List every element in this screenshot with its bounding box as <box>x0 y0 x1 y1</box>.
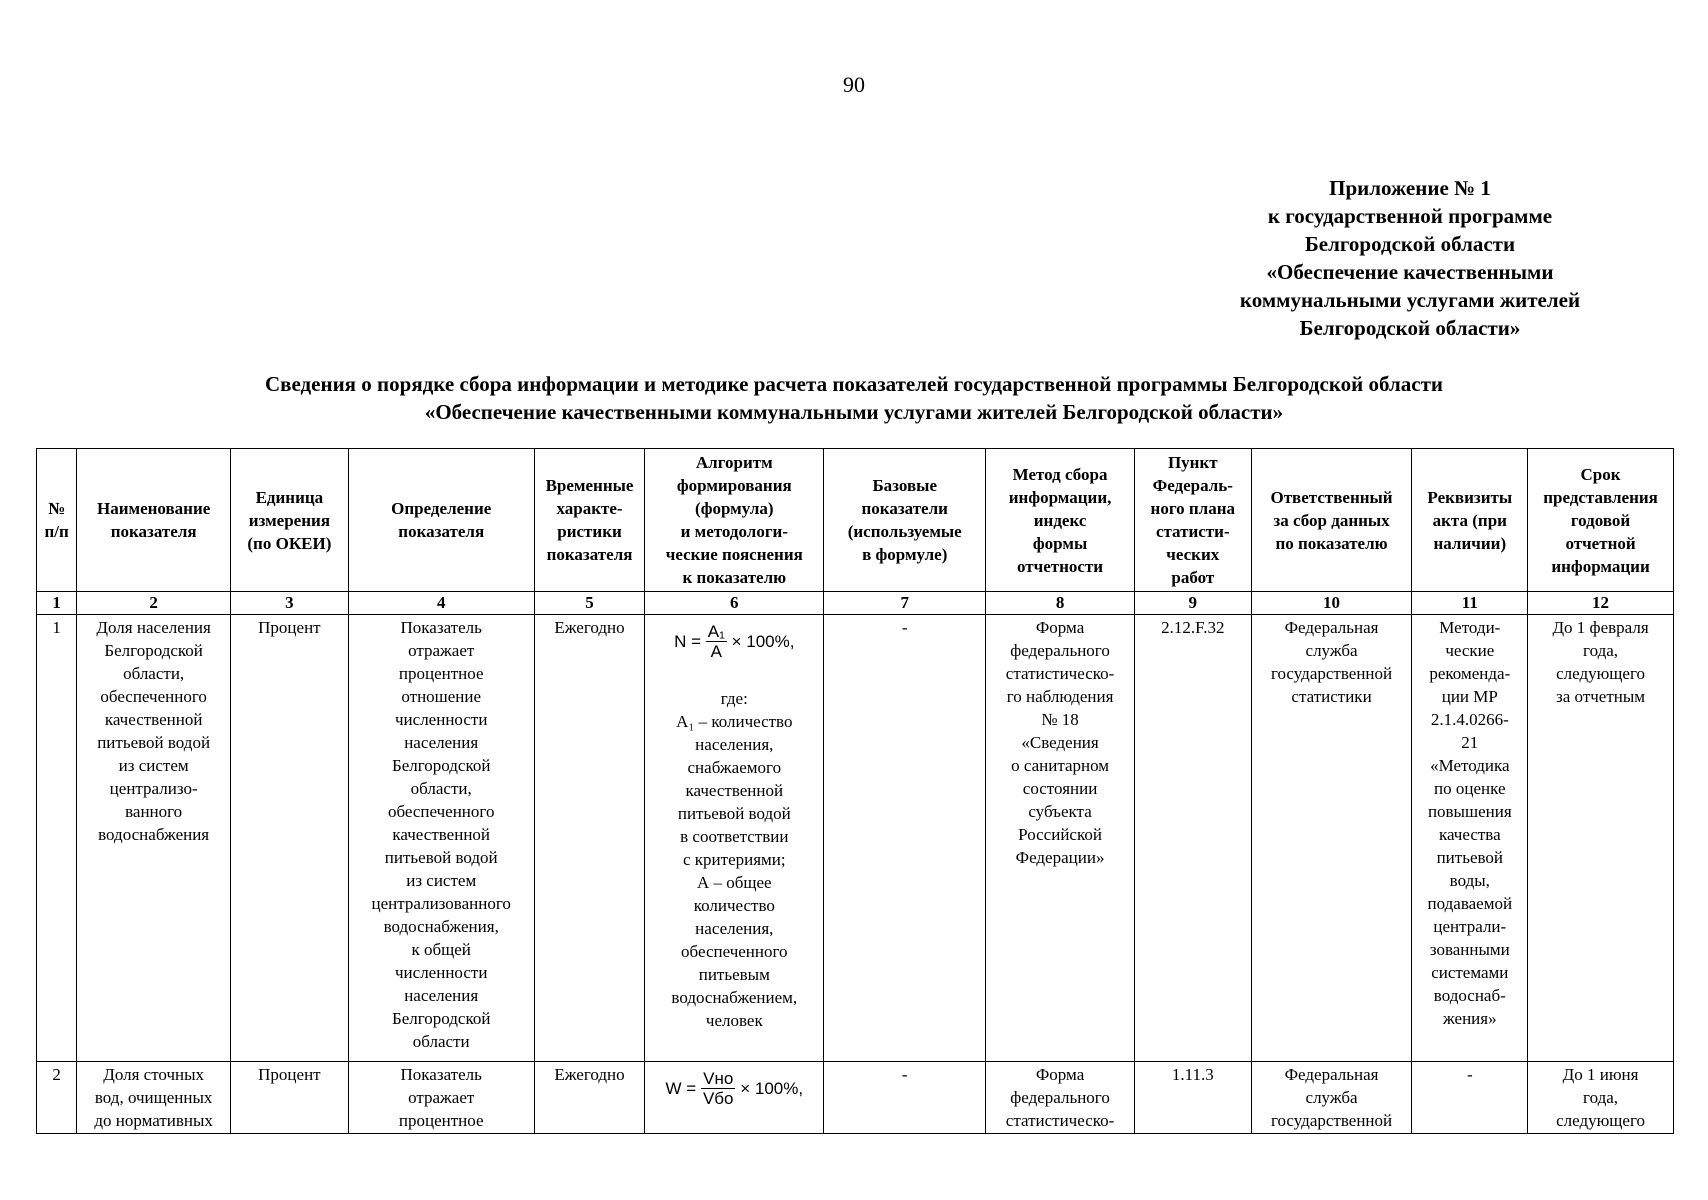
text-line: водоснабжения <box>98 825 210 844</box>
text-line: А – общее <box>696 873 772 892</box>
text-line: Срок <box>1580 464 1621 484</box>
text-line: процентное <box>398 1111 484 1130</box>
text-line: Показатель <box>400 1065 482 1084</box>
formula-fraction <box>706 622 727 661</box>
table-row <box>37 1062 1674 1134</box>
row-number: 2 <box>37 1062 77 1134</box>
text-line: численности <box>395 963 488 982</box>
indicator-definition <box>348 1062 534 1134</box>
column-number: 4 <box>348 592 534 615</box>
text-line: повышения <box>1427 802 1512 821</box>
text-line: информации <box>1551 556 1650 576</box>
text-line: питьевой водой <box>97 733 211 752</box>
text-line: Базовые <box>872 476 937 495</box>
text-line: и методологи- <box>680 522 788 541</box>
text-line: в формуле) <box>862 545 948 564</box>
text-line: процентное <box>398 664 484 683</box>
text-line: (по ОКЕИ) <box>247 533 332 553</box>
column-number: 3 <box>231 592 349 615</box>
text-line: области, <box>410 779 472 798</box>
text-line: Определение <box>391 499 492 518</box>
text-line: До 1 февраля <box>1552 618 1649 637</box>
deadline <box>1528 615 1674 1062</box>
unit: Процент <box>231 615 349 1062</box>
text-line: показателя <box>546 545 633 564</box>
text-line: Единица <box>255 487 324 507</box>
header-responsible <box>1251 449 1412 592</box>
text-line: федерального <box>1010 641 1110 660</box>
period: Ежегодно <box>534 615 645 1062</box>
text-line: работ <box>1171 568 1215 587</box>
text-line: ного плана <box>1150 499 1236 518</box>
text-line: «Сведения <box>1021 733 1099 752</box>
text-line: государственной <box>1270 1111 1393 1130</box>
text-line: по оценке <box>1434 779 1506 798</box>
column-number: 11 <box>1412 592 1528 615</box>
text-line: водоснабжения, <box>383 917 499 936</box>
header-federal-plan-item <box>1134 449 1251 592</box>
text-line: статистики <box>1291 687 1372 706</box>
text-line: служба <box>1305 1088 1358 1107</box>
formula-fraction <box>701 1069 736 1108</box>
text-line: по показателю <box>1275 533 1388 553</box>
text-line: к общей <box>411 940 471 959</box>
formula <box>647 622 821 661</box>
text-line: 2.1.4.0266- <box>1430 710 1509 729</box>
formula-lhs: W = <box>665 1079 697 1098</box>
text-line: состоянии <box>1022 779 1098 798</box>
text-line: следующего <box>1556 664 1645 683</box>
text-line: в соответствии <box>680 827 789 846</box>
text-line: Ответственный <box>1270 487 1393 507</box>
text-line: отчетности <box>1017 556 1104 576</box>
text-line: Наименование <box>96 499 211 518</box>
text-line: питьевой <box>1436 848 1504 867</box>
text-line: области, <box>123 664 185 683</box>
text-line: ванного <box>125 802 183 821</box>
text-line: федерального <box>1010 1088 1110 1107</box>
header-collection-method <box>986 449 1135 592</box>
text-line: зованными <box>1429 940 1510 959</box>
base-indicators: - <box>824 1062 986 1134</box>
period: Ежегодно <box>534 1062 645 1134</box>
text-line: до нормативных <box>94 1111 213 1130</box>
column-number: 5 <box>534 592 645 615</box>
text-line: государственной <box>1270 664 1393 683</box>
text-line: субъекта <box>1028 802 1092 821</box>
header-definition <box>348 449 534 592</box>
text-line: вод, очищенных <box>94 1088 213 1107</box>
text-line: показателя <box>110 522 197 541</box>
text-line: акта (при <box>1432 510 1507 530</box>
text-line: A₁ – количество <box>676 712 793 731</box>
text-line: за сбор данных <box>1273 510 1390 530</box>
text-line: годовой <box>1570 510 1631 530</box>
text-line: Белгородской области <box>1304 232 1516 256</box>
text-line: 21 <box>1461 733 1479 752</box>
text-line: качественной <box>104 710 203 729</box>
formula-numerator: Vнo <box>701 1069 736 1089</box>
header-act-details <box>1412 449 1528 592</box>
text-line: ристики <box>557 522 622 541</box>
text-line: из систем <box>406 871 477 890</box>
text-line: централизо- <box>109 779 198 798</box>
text-line: № <box>48 499 66 518</box>
column-number: 6 <box>645 592 824 615</box>
responsible <box>1251 1062 1412 1134</box>
text-line: снабжаемого <box>687 758 782 777</box>
text-line: показатели <box>861 499 948 518</box>
text-line: отчетной <box>1565 533 1636 553</box>
title-line-1: Сведения о порядке сбора информации и методике расчета показателей государственной программы Белгородской области <box>264 372 1444 396</box>
column-number: 8 <box>986 592 1135 615</box>
column-number: 7 <box>824 592 986 615</box>
responsible <box>1251 615 1412 1062</box>
formula-denominator: A <box>710 642 722 661</box>
text-line: рекоменда- <box>1429 664 1511 683</box>
text-line: Федеральная <box>1284 618 1379 637</box>
header-number <box>37 449 77 592</box>
text-line: отражает <box>408 641 475 660</box>
text-line: Федераль- <box>1152 476 1233 495</box>
indicator-definition <box>348 615 534 1062</box>
row-number: 1 <box>37 615 77 1062</box>
text-line: Метод сбора <box>1012 464 1108 484</box>
column-number: 2 <box>77 592 231 615</box>
formula-numerator: A₁ <box>707 622 725 641</box>
text-line: «Методика <box>1430 756 1510 775</box>
text-line: питьевым <box>698 965 770 984</box>
header-time-characteristics <box>534 449 645 592</box>
title-line-2: «Обеспечение качественными коммунальными услугами жителей Белгородской области» <box>424 400 1284 424</box>
text-line: из систем <box>118 756 189 775</box>
text-line: подаваемой <box>1427 894 1513 913</box>
indicators-table <box>36 448 1674 1134</box>
formula-rhs: × 100%, <box>731 632 795 651</box>
text-line: Российской <box>1018 825 1102 844</box>
text-line: жения» <box>1443 1009 1497 1028</box>
text-line: Федеральная <box>1284 1065 1379 1084</box>
text-line: численности <box>395 710 488 729</box>
text-line: измерения <box>248 510 331 530</box>
collection-method <box>986 615 1135 1062</box>
text-line: Белгородской области» <box>1299 316 1521 340</box>
text-line: Доля сточных <box>103 1065 205 1084</box>
text-line: населения <box>404 733 479 752</box>
collection-method <box>986 1062 1135 1134</box>
text-line: характе- <box>556 499 623 518</box>
text-line: отношение <box>401 687 482 706</box>
deadline <box>1528 1062 1674 1134</box>
formula-explanation <box>647 687 821 1032</box>
indicator-name <box>77 1062 231 1134</box>
page-number: 90 <box>843 72 865 97</box>
column-number: 10 <box>1251 592 1412 615</box>
column-number: 9 <box>1134 592 1251 615</box>
text-line: обеспеченного <box>387 802 495 821</box>
text-line: Форма <box>1035 618 1085 637</box>
text-line: ческие пояснения <box>665 545 803 564</box>
text-line: к показателю <box>682 568 787 587</box>
text-line: за отчетным <box>1556 687 1646 706</box>
text-line: централи- <box>1433 917 1507 936</box>
text-line: коммунальными услугами жителей <box>1239 288 1581 312</box>
column-number: 1 <box>37 592 77 615</box>
text-line: системами <box>1431 963 1509 982</box>
text-line: к государственной программе <box>1267 204 1553 228</box>
text-line: (формула) <box>695 499 774 518</box>
annex-block <box>1200 174 1620 342</box>
text-line: До 1 июня <box>1562 1065 1639 1084</box>
text-line: человек <box>705 1011 763 1030</box>
text-line: населения, <box>695 919 774 938</box>
text-line: статисти- <box>1155 522 1230 541</box>
text-line: количество <box>693 896 775 915</box>
text-line: года, <box>1583 1088 1619 1107</box>
text-line: обеспеченного <box>681 942 788 961</box>
text-line: «Обеспечение качественными <box>1266 260 1554 284</box>
text-line: информации, <box>1008 487 1112 507</box>
header-unit <box>231 449 349 592</box>
text-line: формирования <box>676 476 792 495</box>
algorithm-cell <box>645 1062 824 1134</box>
formula-denominator: Vбo <box>702 1089 734 1108</box>
federal-plan-item: 1.11.3 <box>1134 1062 1251 1134</box>
text-line: Показатель <box>400 618 482 637</box>
text-line: Алгоритм <box>695 453 773 472</box>
text-line: (используемые <box>847 522 962 541</box>
document-title <box>0 370 1708 426</box>
text-line: Форма <box>1035 1065 1085 1084</box>
column-number-row <box>37 592 1674 615</box>
text-line: обеспеченного <box>100 687 207 706</box>
text-line: представления <box>1543 487 1658 507</box>
text-line: населения <box>404 986 479 1005</box>
text-line: отражает <box>408 1088 475 1107</box>
text-line: статистическо- <box>1005 664 1115 683</box>
text-line: централизованного <box>371 894 511 913</box>
text-line: следующего <box>1556 1111 1645 1130</box>
text-line: о санитарном <box>1011 756 1110 775</box>
text-line: качественной <box>392 825 491 844</box>
text-line: Пункт <box>1167 453 1218 472</box>
text-line: питьевой водой <box>677 804 791 823</box>
column-number: 12 <box>1528 592 1674 615</box>
text-line: наличии) <box>1433 533 1507 553</box>
header-algorithm <box>645 449 824 592</box>
text-line: ции МР <box>1441 687 1498 706</box>
act-details <box>1412 615 1528 1062</box>
text-line: формы <box>1032 533 1088 553</box>
text-line: где: <box>720 689 748 708</box>
text-line: Приложение № 1 <box>1329 176 1491 200</box>
header-indicator-name <box>77 449 231 592</box>
text-line: Белгородской <box>391 756 491 775</box>
text-line: населения, <box>695 735 774 754</box>
text-line: п/п <box>44 522 69 541</box>
text-line: питьевой водой <box>384 848 498 867</box>
text-line: Доля населения <box>96 618 211 637</box>
text-line: № 18 <box>1041 710 1079 729</box>
text-line: индекс <box>1033 510 1087 530</box>
text-line: области <box>412 1032 470 1051</box>
formula <box>647 1069 821 1108</box>
act-details: - <box>1412 1062 1528 1134</box>
text-line: Реквизиты <box>1427 487 1513 507</box>
table-row <box>37 615 1674 1062</box>
text-line: Белгородской <box>104 641 203 660</box>
text-line: с критериями; <box>682 850 786 869</box>
text-line: года, <box>1583 641 1619 660</box>
algorithm-cell <box>645 615 824 1062</box>
text-line: водоснабжением, <box>671 988 798 1007</box>
base-indicators: - <box>824 615 986 1062</box>
header-deadline <box>1528 449 1674 592</box>
text-line: Федерации» <box>1015 848 1105 867</box>
text-line: показателя <box>398 522 485 541</box>
unit: Процент <box>231 1062 349 1134</box>
text-line: ческие <box>1445 641 1495 660</box>
federal-plan-item: 2.12.F.32 <box>1134 615 1251 1062</box>
text-line: служба <box>1305 641 1358 660</box>
text-line: качества <box>1438 825 1501 844</box>
header-base-indicators <box>824 449 986 592</box>
text-line: качественной <box>685 781 784 800</box>
text-line: Временные <box>545 476 634 495</box>
formula-lhs: N = <box>674 632 702 651</box>
header-row <box>37 449 1674 592</box>
text-line: воды, <box>1449 871 1490 890</box>
text-line: Методи- <box>1439 618 1501 637</box>
text-line: го наблюдения <box>1006 687 1114 706</box>
text-line: Белгородской <box>391 1009 491 1028</box>
formula-rhs: × 100%, <box>740 1079 804 1098</box>
indicator-name <box>77 615 231 1062</box>
text-line: статистическо- <box>1005 1111 1115 1130</box>
text-line: водоснаб- <box>1433 986 1506 1005</box>
text-line: ческих <box>1166 545 1220 564</box>
